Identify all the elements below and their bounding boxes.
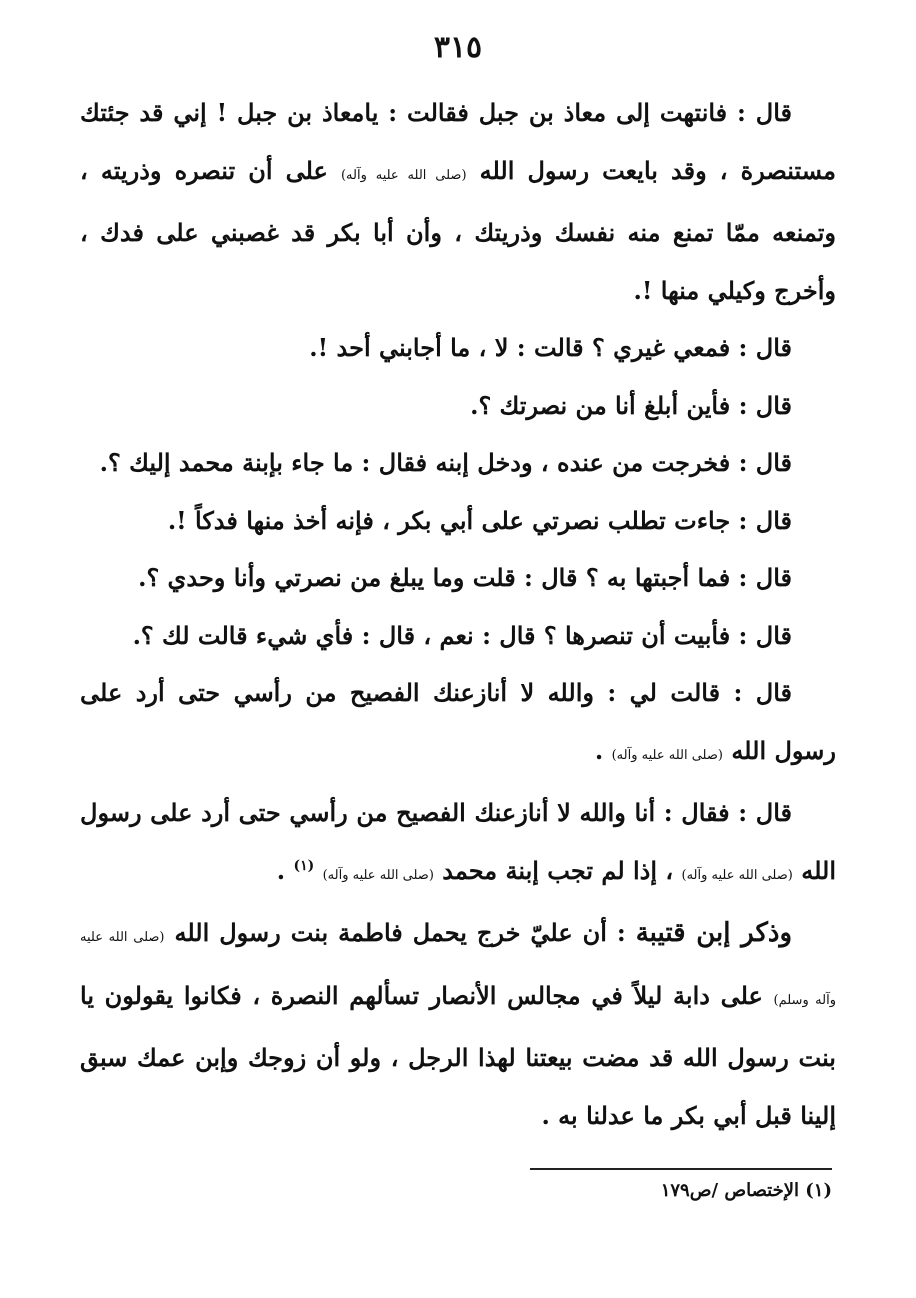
paragraph-7: قال : فأبيت أن تنصرها ؟ قال : نعم ، قال : فأي شيء قالت لك ؟. <box>132 620 792 650</box>
p10-text-b: على دابة ليلاً في مجالس الأنصار تسألهم النصرة ، فكانوا يقولون يا بنت رسول الله قد مضت بيعتنا لهذا الرجل ، ولو أن زوجك وإبن عمك سبق إلينا قبل أبي بكر ما عدلنا به . <box>80 980 836 1130</box>
paragraph-2: قال : فمعي غيري ؟ قالت : لا ، ما أجابني أحد !. <box>309 333 792 362</box>
salutation-2: (صلى الله عليه وآله) <box>611 747 723 763</box>
ibn-qutayba-name: وذكر إبن قتيبة <box>635 918 792 948</box>
body-text <box>80 84 836 1144</box>
salutation-5: (صلى الله عليه وآله وسلم) <box>80 930 836 1008</box>
footnote-marker: (١) <box>293 857 315 874</box>
page-number: ٣١٥ <box>433 30 483 65</box>
paragraph-1 <box>80 84 836 319</box>
p1-text-b: على أن تنصره وذريته ، وتمنعه ممّا تمنع منه نفسك وذريتك ، وأن أبا بكر قد غصبني على فدك ، وأخرج وكيلي منها !. <box>80 155 836 305</box>
paragraph-6: قال : فما أجبتها به ؟ قال : قلت وما يبلغ من نصرتي وأنا وحدي ؟. <box>138 563 792 592</box>
paragraph-10 <box>80 904 836 1144</box>
paragraph-8 <box>80 664 836 784</box>
p8-text-b: . <box>594 735 604 765</box>
salutation-3: (صلى الله عليه وآله) <box>681 867 793 883</box>
footnote: (١) الإختصاص /ص١٧٩ <box>660 1180 832 1201</box>
p9-text-c: . <box>276 855 286 885</box>
paragraph-3: قال : فأين أبلغ أنا من نصرتك ؟. <box>470 390 792 420</box>
paragraph-9 <box>80 784 836 904</box>
p9-text-b: ، إذا لم تجب إبنة محمد <box>442 855 674 885</box>
p10-text-a: : أن عليّ خرج يحمل فاطمة بنت رسول الله <box>174 918 626 947</box>
p8-text-a: قال : قالت لي : والله لا أنازعنك الفصيح من رأسي حتى أرد على رسول الله <box>80 678 836 765</box>
paragraph-5: قال : جاءت تطلب نصرتي على أبي بكر ، فإنه أخذ منها فدكاً !. <box>167 505 792 535</box>
p1-text-a: قال : فانتهت إلى معاذ بن جبل فقالت : يامعاذ بن جبل ! إني قد جئتك مستنصرة ، وقد بايعت رسول الله <box>80 98 836 185</box>
salutation-4: (صلى الله عليه وآله) <box>322 867 434 883</box>
salutation-1: (صلى الله عليه وآله) <box>340 167 467 183</box>
paragraph-4: قال : فخرجت من عنده ، ودخل إبنه فقال : ما جاء بإبنة محمد إليك ؟. <box>99 448 792 477</box>
p9-text-a: قال : فقال : أنا والله لا أنازعنك الفصيح من رأسي حتى أرد على رسول الله <box>80 798 836 885</box>
footnote-divider <box>530 1168 832 1170</box>
